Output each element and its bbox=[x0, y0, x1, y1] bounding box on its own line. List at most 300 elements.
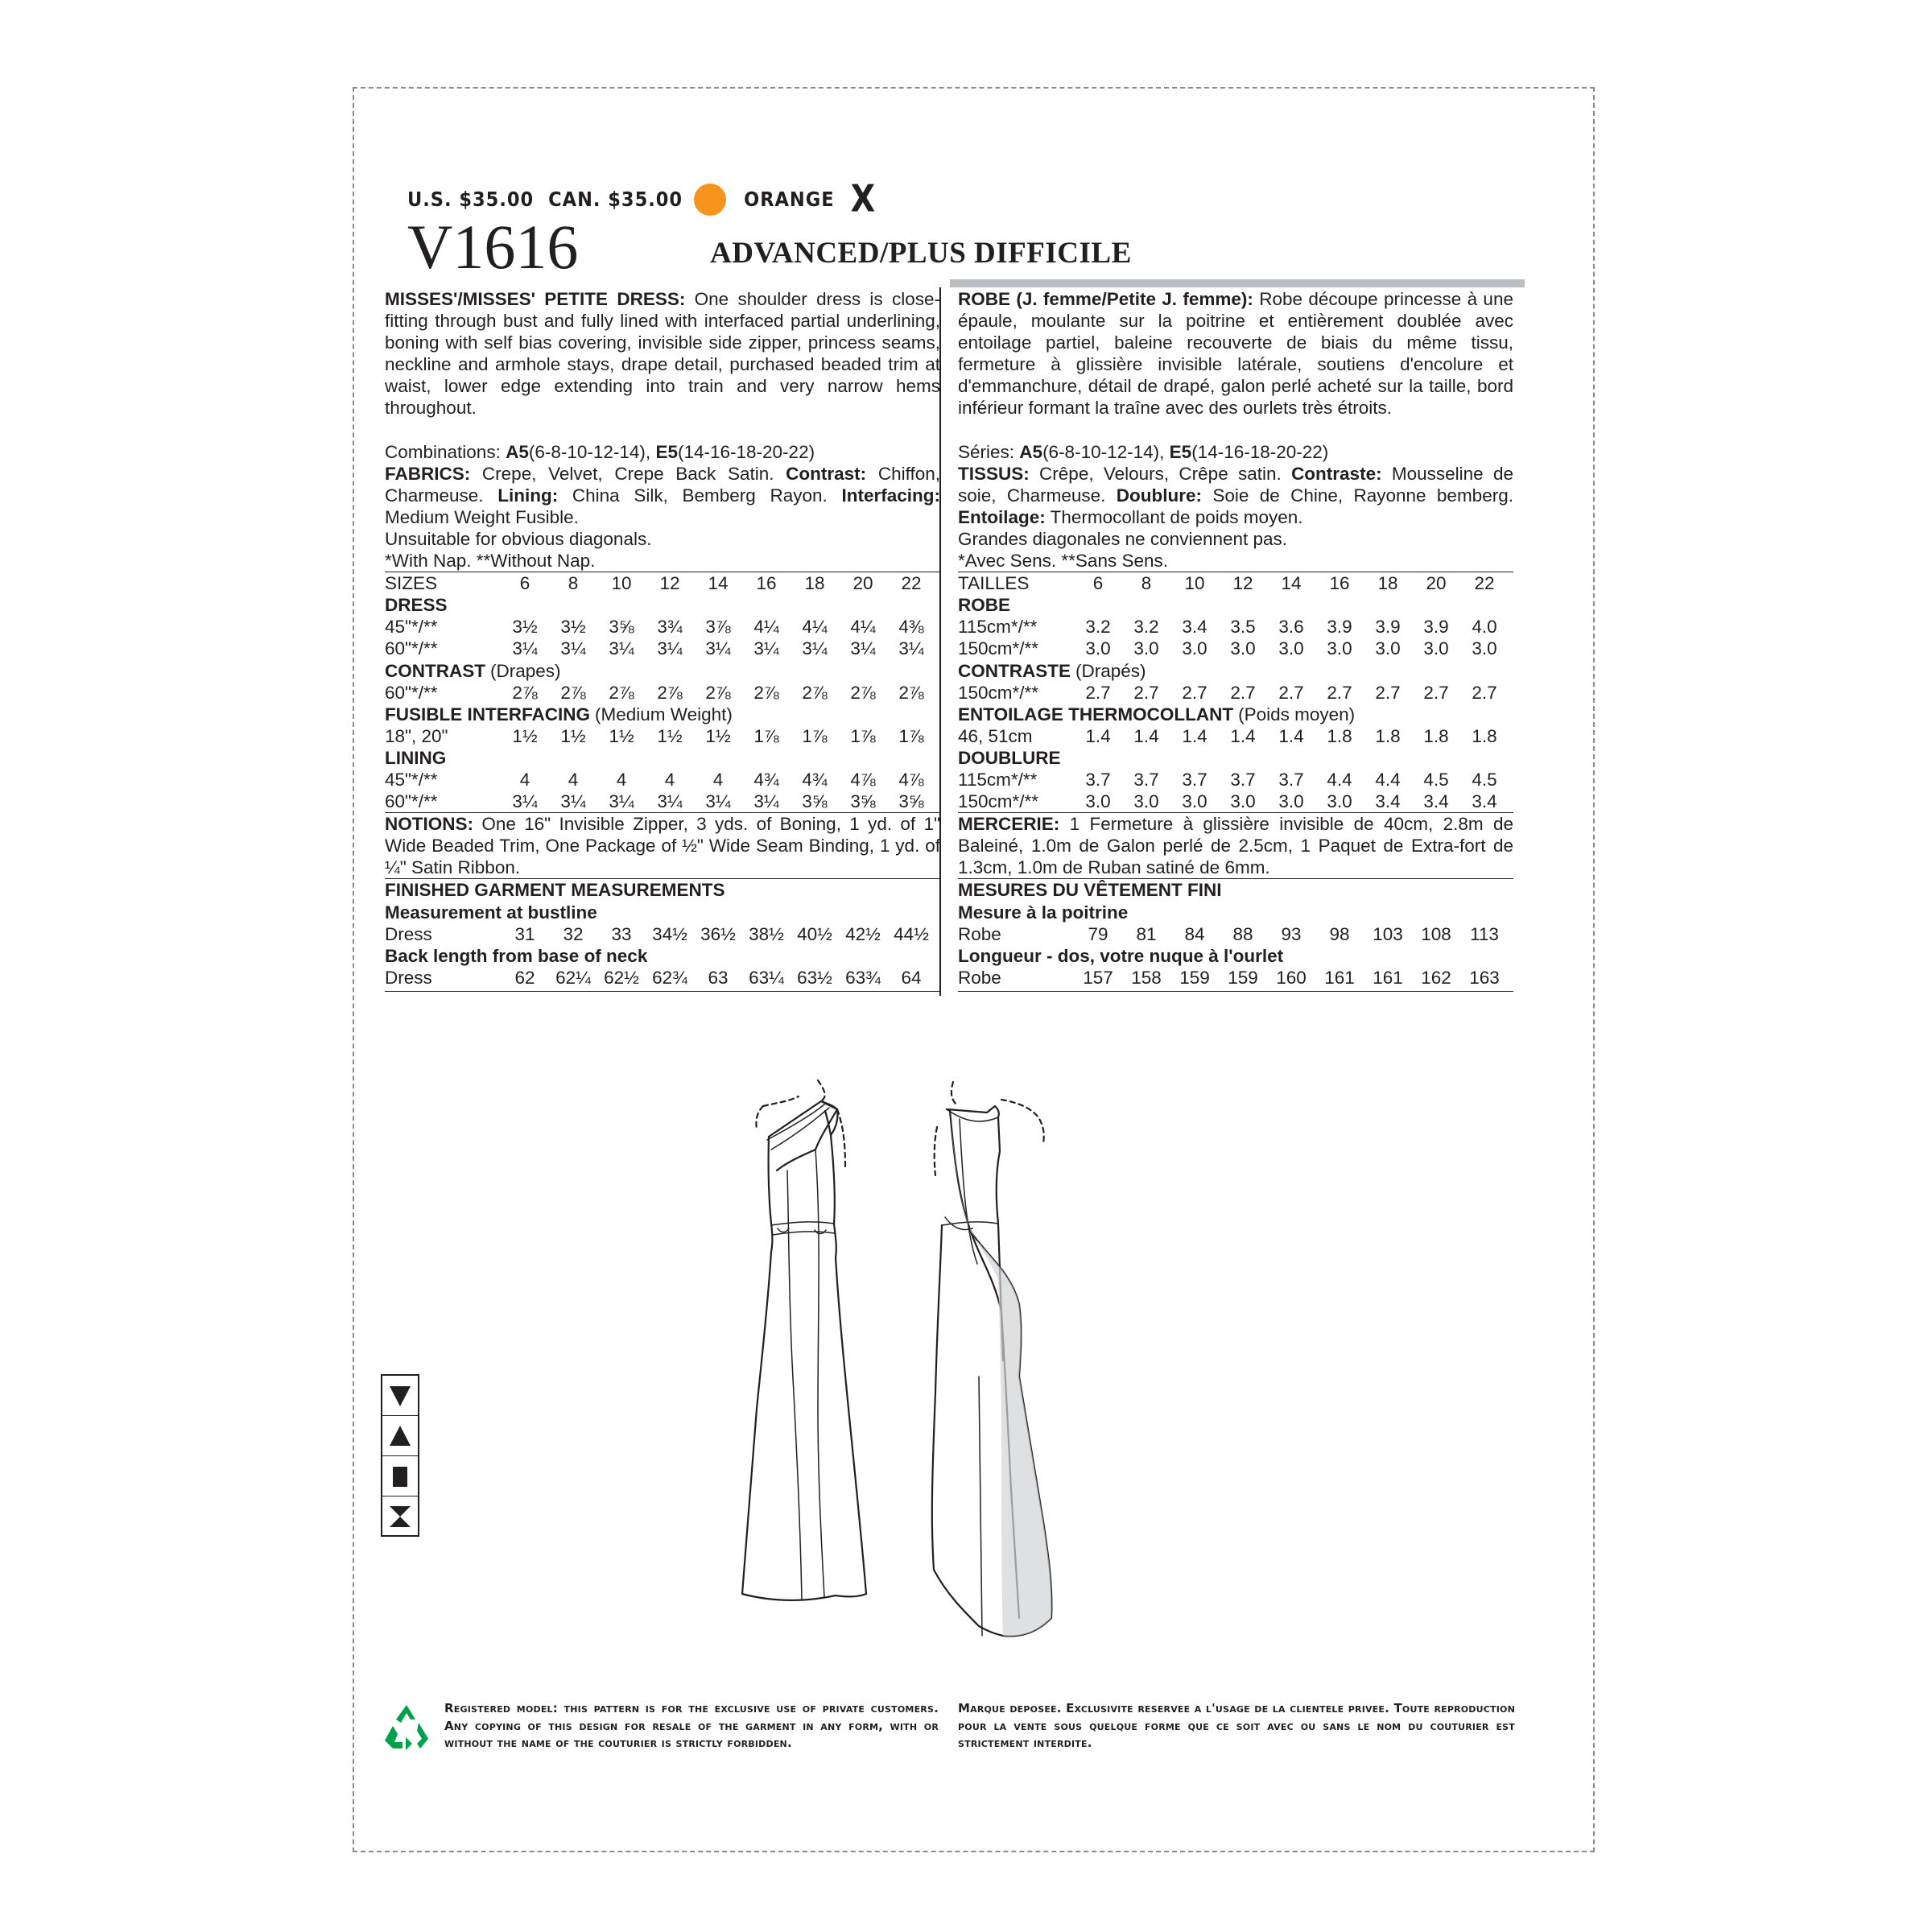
table-row bbox=[958, 638, 1513, 659]
combinations bbox=[385, 441, 940, 463]
cell-value: 3⅝ bbox=[850, 791, 876, 812]
cell-value: 63½ bbox=[797, 967, 832, 988]
contrast-label: Contrast: bbox=[786, 463, 867, 484]
heading-text: CONTRAST bbox=[385, 660, 485, 681]
cell-value: 62 bbox=[514, 967, 535, 988]
legal-notice-fr bbox=[958, 1700, 1515, 1752]
heading-text: Longueur - dos, votre nuque à l'ourlet bbox=[958, 945, 1284, 966]
fabrics bbox=[958, 463, 1513, 528]
cell-value: 2.7 bbox=[1230, 682, 1256, 703]
cell-value: 8 bbox=[1141, 573, 1152, 594]
nap-note: *Avec Sens. **Sans Sens. bbox=[958, 551, 1168, 572]
section-heading bbox=[958, 747, 1513, 769]
color-label: ORANGE bbox=[744, 188, 835, 211]
cell-value: 1.4 bbox=[1133, 725, 1159, 746]
heading-text: FINISHED GARMENT MEASUREMENTS bbox=[385, 880, 725, 901]
english-column bbox=[385, 288, 940, 992]
heading-text: DOUBLURE bbox=[958, 747, 1061, 768]
section-heading bbox=[958, 660, 1513, 682]
cell-value: 3¼ bbox=[560, 638, 586, 659]
heading-text: Back length from base of neck bbox=[385, 945, 648, 966]
cell-value: 63¾ bbox=[845, 967, 881, 988]
garment-illustration bbox=[741, 1071, 1143, 1682]
cell-value: 3½ bbox=[512, 617, 538, 638]
cell-value: 4 bbox=[616, 769, 627, 790]
description-text: One shoulder dress is close-fitting through bust and fully lined with interfaced partial underlining, boning with self bias covering, invisible side zipper, princess seams, neckline and armhole stays, drape detail, purchased beaded trim at waist, lower edge extending into train and very narrow hems throughout. bbox=[385, 289, 940, 419]
cell-value: 1⅞ bbox=[898, 725, 924, 746]
section-heading bbox=[385, 660, 940, 682]
cell-value: 3.4 bbox=[1423, 791, 1449, 812]
cell-value: 3¼ bbox=[512, 791, 538, 812]
fabrics-label: TISSUS: bbox=[958, 463, 1030, 484]
cell-value: 157 bbox=[1083, 967, 1113, 988]
measurements-table bbox=[958, 879, 1513, 991]
table-row bbox=[385, 791, 940, 812]
section-heading bbox=[385, 594, 940, 616]
price-can: CAN. $35.00 bbox=[548, 188, 683, 211]
description-title: ROBE (J. femme/Petite J. femme): bbox=[958, 289, 1253, 309]
cell-value: 3.4 bbox=[1375, 791, 1401, 812]
row-label: 45"*/** bbox=[385, 769, 438, 790]
cell-value: 22 bbox=[1474, 573, 1495, 594]
section-heading bbox=[385, 902, 940, 923]
cell-value: 3.0 bbox=[1133, 791, 1159, 812]
cell-value: 3¼ bbox=[657, 791, 683, 812]
cell-value: 2.7 bbox=[1423, 682, 1449, 703]
cell-value: 4¾ bbox=[753, 769, 779, 790]
measurements-table bbox=[385, 879, 940, 991]
combo-e: E5 bbox=[1169, 441, 1192, 462]
row-label: Robe bbox=[958, 923, 1001, 944]
cell-value: 4 bbox=[568, 769, 579, 790]
cell-value: 3¼ bbox=[753, 638, 779, 659]
cell-value: 2⅞ bbox=[609, 682, 634, 703]
cell-value: 3½ bbox=[560, 617, 586, 638]
cell-value: 1⅞ bbox=[753, 725, 779, 746]
cell-value: 2.7 bbox=[1085, 682, 1111, 703]
heading-text: ENTOILAGE THERMOCOLLANT bbox=[958, 704, 1234, 724]
cell-value: 4⅞ bbox=[850, 769, 876, 790]
row-label: 60"*/** bbox=[385, 638, 438, 659]
cell-value: 3.9 bbox=[1375, 617, 1401, 638]
cell-value: 3¼ bbox=[705, 791, 731, 812]
notions bbox=[958, 813, 1513, 878]
cell-value: 8 bbox=[568, 573, 579, 594]
notions-label: MERCERIE: bbox=[958, 814, 1060, 835]
heading-sub: (Drapes) bbox=[490, 660, 561, 681]
row-label: 150cm*/** bbox=[958, 791, 1039, 812]
interfacing-label: Interfacing: bbox=[841, 485, 940, 506]
row-label: 115cm*/** bbox=[958, 617, 1038, 638]
cell-value: 3⅝ bbox=[898, 791, 924, 812]
cell-value: 1.8 bbox=[1472, 725, 1497, 746]
cell-value: 3.7 bbox=[1085, 769, 1111, 790]
heading-text: FUSIBLE INTERFACING bbox=[385, 704, 591, 724]
cell-value: 63¼ bbox=[749, 967, 784, 988]
combinations bbox=[958, 441, 1513, 463]
cell-value: 32 bbox=[563, 923, 584, 944]
lining-text: Soie de Chine, Rayonne bemberg. bbox=[1212, 485, 1513, 506]
cell-value: 3⅞ bbox=[705, 617, 731, 638]
fabrics bbox=[385, 463, 940, 528]
cell-value: 4 bbox=[664, 769, 675, 790]
symbol-legend bbox=[381, 1374, 419, 1537]
cell-value: 4.5 bbox=[1423, 769, 1449, 790]
cell-value: 3¾ bbox=[657, 617, 683, 638]
cell-value: 1.4 bbox=[1085, 725, 1111, 746]
cell-value: 4⅞ bbox=[898, 769, 924, 790]
interfacing-text: Thermocollant de poids moyen. bbox=[1050, 506, 1303, 527]
row-label: Dress bbox=[385, 967, 432, 988]
cell-value: 3.0 bbox=[1133, 638, 1159, 659]
row-label: TAILLES bbox=[958, 573, 1030, 594]
combo-e-sizes: (14-16-18-20-22) bbox=[677, 441, 815, 462]
description-title: MISSES'/MISSES' PETITE DRESS: bbox=[385, 289, 686, 309]
unsuitable-note: Grandes diagonales ne conviennent pas. bbox=[958, 528, 1288, 549]
cell-value: 3.6 bbox=[1278, 617, 1304, 638]
cell-value: 159 bbox=[1228, 967, 1258, 988]
lining-text: China Silk, Bemberg Rayon. bbox=[572, 485, 828, 506]
combo-a-sizes: (6-8-10-12-14), bbox=[528, 441, 651, 462]
cell-value: 1⅞ bbox=[802, 725, 828, 746]
cell-value: 3.7 bbox=[1133, 769, 1159, 790]
table-row bbox=[958, 682, 1513, 704]
cell-value: 12 bbox=[659, 573, 680, 594]
cell-value: 4.4 bbox=[1327, 769, 1352, 790]
cell-value: 4¼ bbox=[802, 617, 828, 638]
lining-label: Lining: bbox=[497, 485, 559, 506]
notions bbox=[385, 813, 940, 878]
cell-value: 34½ bbox=[652, 923, 687, 944]
cell-value: 163 bbox=[1469, 967, 1500, 988]
cell-value: 1⅞ bbox=[850, 725, 876, 746]
cell-value: 3¼ bbox=[802, 638, 828, 659]
cell-value: 1½ bbox=[705, 725, 731, 746]
section-heading bbox=[958, 902, 1513, 923]
cell-value: 3¼ bbox=[512, 638, 538, 659]
cell-value: 4⅜ bbox=[898, 617, 924, 638]
cell-value: 10 bbox=[1184, 573, 1205, 594]
cell-value: 10 bbox=[611, 573, 632, 594]
cell-value: 1.8 bbox=[1375, 725, 1401, 746]
pattern-number: V1616 bbox=[407, 212, 579, 282]
cell-value: 4¾ bbox=[802, 769, 828, 790]
recycle-icon bbox=[382, 1702, 431, 1752]
heading-text: CONTRASTE bbox=[958, 660, 1071, 681]
combo-a: A5 bbox=[506, 441, 529, 462]
table-row bbox=[385, 725, 940, 747]
cell-value: 36½ bbox=[700, 923, 736, 944]
legal-title: Marque deposee. bbox=[958, 1701, 1062, 1715]
cell-value: 103 bbox=[1373, 923, 1403, 944]
cell-value: 3.0 bbox=[1327, 638, 1352, 659]
cell-value: 2⅞ bbox=[657, 682, 683, 703]
combinations-label: Séries: bbox=[958, 441, 1015, 462]
cell-value: 3.0 bbox=[1085, 638, 1111, 659]
cell-value: 3⅝ bbox=[609, 617, 634, 638]
cell-value: 3.0 bbox=[1085, 791, 1111, 812]
cell-value: 2⅞ bbox=[850, 682, 876, 703]
cell-value: 42½ bbox=[845, 923, 881, 944]
cell-value: 14 bbox=[1281, 573, 1302, 594]
section-heading bbox=[385, 704, 940, 725]
nap-note: *With Nap. **Without Nap. bbox=[385, 551, 596, 572]
cell-value: 2.7 bbox=[1375, 682, 1401, 703]
cell-value: 4¼ bbox=[850, 617, 876, 638]
cell-value: 44½ bbox=[894, 923, 929, 944]
table-row bbox=[385, 572, 940, 594]
cell-value: 14 bbox=[708, 573, 729, 594]
row-label: 18", 20" bbox=[385, 725, 448, 746]
row-label: Dress bbox=[385, 923, 432, 944]
legal-title: Registered model: bbox=[444, 1701, 558, 1715]
heading-text: Measurement at bustline bbox=[385, 902, 597, 923]
cell-value: 12 bbox=[1232, 573, 1253, 594]
cell-value: 1½ bbox=[609, 725, 634, 746]
cell-value: 1½ bbox=[560, 725, 586, 746]
cell-value: 3.9 bbox=[1423, 617, 1449, 638]
cell-value: 4¼ bbox=[753, 617, 779, 638]
lining-label: Doublure: bbox=[1116, 485, 1203, 506]
cell-value: 1.8 bbox=[1423, 725, 1449, 746]
cell-value: 2.7 bbox=[1472, 682, 1497, 703]
combo-e-sizes: (14-16-18-20-22) bbox=[1191, 441, 1329, 462]
fabrics-text: Crepe, Velvet, Crepe Back Satin. bbox=[481, 463, 774, 484]
cell-value: 3.7 bbox=[1278, 769, 1304, 790]
price-us: U.S. $35.00 bbox=[407, 188, 535, 211]
cell-value: 4 bbox=[519, 769, 530, 790]
table-row bbox=[958, 923, 1513, 945]
legal-text: this pattern is for the exclusive use of private customers. Any copying of this design for resale of the garment in any form, with or without the name of the couturier is strictly forbidden. bbox=[444, 1701, 939, 1750]
cell-value: 3.2 bbox=[1133, 617, 1159, 638]
cell-value: 4.0 bbox=[1472, 617, 1497, 638]
cell-value: 16 bbox=[1329, 573, 1350, 594]
hourglass-icon bbox=[382, 1496, 418, 1536]
description bbox=[385, 288, 940, 419]
row-label: SIZES bbox=[385, 573, 438, 594]
cell-value: 3¼ bbox=[753, 791, 779, 812]
cell-value: 3¼ bbox=[705, 638, 731, 659]
unsuitable-note: Unsuitable for obvious diagonals. bbox=[385, 528, 652, 549]
cell-value: 1½ bbox=[512, 725, 538, 746]
color-code: X bbox=[850, 177, 877, 221]
square-icon bbox=[382, 1456, 418, 1496]
row-label: 60"*/** bbox=[385, 791, 438, 812]
cell-value: 3.0 bbox=[1182, 791, 1208, 812]
cell-value: 6 bbox=[1092, 573, 1104, 594]
cell-value: 161 bbox=[1373, 967, 1403, 988]
cell-value: 3.0 bbox=[1230, 791, 1256, 812]
cell-value: 2.7 bbox=[1327, 682, 1352, 703]
heading-sub: (Drapés) bbox=[1075, 660, 1146, 681]
cell-value: 3.7 bbox=[1230, 769, 1256, 790]
cell-value: 3.0 bbox=[1278, 638, 1304, 659]
section-heading bbox=[385, 747, 940, 769]
legal-text: Exclusivite reservee a l'usage de la clientele privee. Toute reproduction pour la vente sous quelque forme que ce soit avec ou sans le nom du couturier est strictement interdite. bbox=[958, 1701, 1515, 1750]
heading-text: Mesure à la poitrine bbox=[958, 902, 1129, 923]
cell-value: 159 bbox=[1179, 967, 1210, 988]
table-row bbox=[958, 769, 1513, 791]
row-label: Robe bbox=[958, 967, 1001, 988]
cell-value: 3.2 bbox=[1085, 617, 1111, 638]
cell-value: 18 bbox=[1377, 573, 1398, 594]
triangle-down-icon bbox=[382, 1376, 418, 1416]
cell-value: 20 bbox=[852, 573, 873, 594]
cell-value: 1½ bbox=[657, 725, 683, 746]
contrast-label: Contraste: bbox=[1291, 463, 1382, 484]
combinations-label: Combinations: bbox=[385, 441, 501, 462]
cell-value: 162 bbox=[1421, 967, 1451, 988]
notions-text: 1 Fermeture à glissière invisible de 40cm, 2.8m de Baleiné, 1.0m de Galon perlé de 2.5cm, 1 Paquet de Extra-fort de 1.3cm, 1.0m de Ruban satiné de 6mm. bbox=[958, 814, 1513, 878]
cell-value: 3¼ bbox=[657, 638, 683, 659]
french-column bbox=[958, 288, 1513, 992]
table-row bbox=[958, 572, 1513, 594]
cell-value: 3.0 bbox=[1375, 638, 1401, 659]
cell-value: 20 bbox=[1426, 573, 1447, 594]
table-row bbox=[385, 616, 940, 638]
row-label: 150cm*/** bbox=[958, 638, 1039, 659]
table-row bbox=[958, 725, 1513, 747]
heading-text: DRESS bbox=[385, 595, 448, 616]
interfacing-text: Medium Weight Fusible. bbox=[385, 506, 579, 527]
row-label: 60"*/** bbox=[385, 682, 438, 703]
header-rule bbox=[950, 279, 1525, 287]
cell-value: 2⅞ bbox=[560, 682, 586, 703]
cell-value: 3.5 bbox=[1230, 617, 1256, 638]
cell-value: 62¼ bbox=[555, 967, 591, 988]
cell-value: 108 bbox=[1421, 923, 1451, 944]
table-row bbox=[385, 682, 940, 704]
yardage-table bbox=[958, 572, 1513, 812]
cell-value: 31 bbox=[514, 923, 535, 944]
table-row bbox=[385, 967, 940, 992]
table-row bbox=[958, 616, 1513, 638]
cell-value: 33 bbox=[611, 923, 632, 944]
section-heading bbox=[958, 945, 1513, 967]
cell-value: 3.0 bbox=[1278, 791, 1304, 812]
description bbox=[958, 288, 1513, 419]
cell-value: 3.0 bbox=[1423, 638, 1449, 659]
row-label: 115cm*/** bbox=[958, 769, 1038, 790]
cell-value: 2.7 bbox=[1133, 682, 1159, 703]
cell-value: 2⅞ bbox=[753, 682, 779, 703]
table-row bbox=[958, 967, 1513, 992]
cell-value: 2⅞ bbox=[705, 682, 731, 703]
heading-sub: (Poids moyen) bbox=[1238, 704, 1356, 724]
legal-notice-en bbox=[444, 1700, 939, 1752]
orange-dot-icon bbox=[694, 184, 726, 216]
section-heading bbox=[958, 594, 1513, 616]
row-label: 150cm*/** bbox=[958, 682, 1039, 703]
cell-value: 2.7 bbox=[1278, 682, 1304, 703]
cell-value: 3.0 bbox=[1327, 791, 1352, 812]
notions-label: NOTIONS: bbox=[385, 814, 473, 835]
table-row bbox=[385, 923, 940, 945]
cell-value: 3.0 bbox=[1182, 638, 1208, 659]
combo-e: E5 bbox=[655, 441, 678, 462]
section-heading bbox=[385, 879, 940, 901]
interfacing-label: Entoilage: bbox=[958, 506, 1046, 527]
front-view bbox=[742, 1080, 866, 1600]
cell-value: 2⅞ bbox=[898, 682, 924, 703]
cell-value: 3.0 bbox=[1472, 638, 1497, 659]
row-label: 45"*/** bbox=[385, 617, 438, 638]
cell-value: 22 bbox=[901, 573, 922, 594]
cell-value: 113 bbox=[1470, 923, 1499, 944]
cell-value: 1.4 bbox=[1278, 725, 1304, 746]
heading-text: ROBE bbox=[958, 595, 1011, 616]
cell-value: 79 bbox=[1088, 923, 1108, 944]
table-row bbox=[385, 638, 940, 659]
drape-shading bbox=[950, 1111, 1051, 1636]
cell-value: 1.8 bbox=[1327, 725, 1352, 746]
cell-value: 98 bbox=[1329, 923, 1350, 944]
cell-value: 40½ bbox=[797, 923, 832, 944]
cell-value: 3¼ bbox=[609, 791, 634, 812]
cell-value: 3.0 bbox=[1230, 638, 1256, 659]
cell-value: 6 bbox=[519, 573, 530, 594]
combo-a-sizes: (6-8-10-12-14), bbox=[1042, 441, 1165, 462]
description-text: Robe découpe princesse à une épaule, moulante sur la poitrine et entièrement doublée avec entoilage partiel, baleine recouverte de biais du même tissu, fermeture à glissière invisible latérale, soutiens d'encolure et d'emmanchure, détail de drapé, galon perlé acheté sur la taille, bord inférieur formant la traîne avec des ourlets très étroits. bbox=[958, 289, 1513, 419]
contrast-text: Mousseline de soie, Charmeuse. bbox=[958, 463, 1513, 506]
cell-value: 88 bbox=[1232, 923, 1253, 944]
triangle-up-icon bbox=[382, 1416, 418, 1456]
cell-value: 158 bbox=[1131, 967, 1162, 988]
heading-sub: (Medium Weight) bbox=[595, 704, 733, 724]
cell-value: 38½ bbox=[749, 923, 784, 944]
cell-value: 2⅞ bbox=[802, 682, 828, 703]
combo-a: A5 bbox=[1019, 441, 1043, 462]
difficulty-label: ADVANCED/PLUS DIFFICILE bbox=[710, 237, 1132, 270]
cell-value: 1.4 bbox=[1230, 725, 1256, 746]
cell-value: 3⅝ bbox=[802, 791, 828, 812]
table-row bbox=[958, 791, 1513, 812]
cell-value: 63 bbox=[708, 967, 729, 988]
heading-text: MESURES DU VÊTEMENT FINI bbox=[958, 880, 1222, 901]
cell-value: 16 bbox=[756, 573, 777, 594]
cell-value: 62½ bbox=[604, 967, 639, 988]
cell-value: 3.4 bbox=[1472, 791, 1497, 812]
cell-value: 4.5 bbox=[1472, 769, 1497, 790]
cell-value: 3¼ bbox=[560, 791, 586, 812]
cell-value: 84 bbox=[1184, 923, 1205, 944]
cell-value: 1.4 bbox=[1182, 725, 1208, 746]
cell-value: 3.7 bbox=[1182, 769, 1208, 790]
section-heading bbox=[958, 704, 1513, 725]
cell-value: 3¼ bbox=[898, 638, 924, 659]
cell-value: 18 bbox=[804, 573, 825, 594]
cell-value: 64 bbox=[901, 967, 922, 988]
cell-value: 3.4 bbox=[1182, 617, 1208, 638]
row-label: 46, 51cm bbox=[958, 725, 1033, 746]
cell-value: 3¼ bbox=[850, 638, 876, 659]
heading-text: LINING bbox=[385, 747, 447, 768]
cell-value: 93 bbox=[1281, 923, 1302, 944]
fabrics-text: Crêpe, Velours, Crêpe satin. bbox=[1039, 463, 1282, 484]
notions-text: One 16" Invisible Zipper, 3 yds. of Boning, 1 yd. of 1" Wide Beaded Trim, One Package of ½" Wide Seam Binding, 1 yd. of ¼" Satin Ribbon. bbox=[385, 814, 940, 878]
cell-value: 2⅞ bbox=[512, 682, 538, 703]
yardage-table bbox=[385, 572, 940, 812]
fabrics-label: FABRICS: bbox=[385, 463, 471, 484]
cell-value: 4 bbox=[712, 769, 724, 790]
cell-value: 62¾ bbox=[652, 967, 687, 988]
section-heading bbox=[385, 945, 940, 967]
table-row bbox=[385, 769, 940, 791]
cell-value: 81 bbox=[1136, 923, 1157, 944]
cell-value: 160 bbox=[1276, 967, 1307, 988]
cell-value: 4.4 bbox=[1375, 769, 1401, 790]
cell-value: 2.7 bbox=[1182, 682, 1208, 703]
